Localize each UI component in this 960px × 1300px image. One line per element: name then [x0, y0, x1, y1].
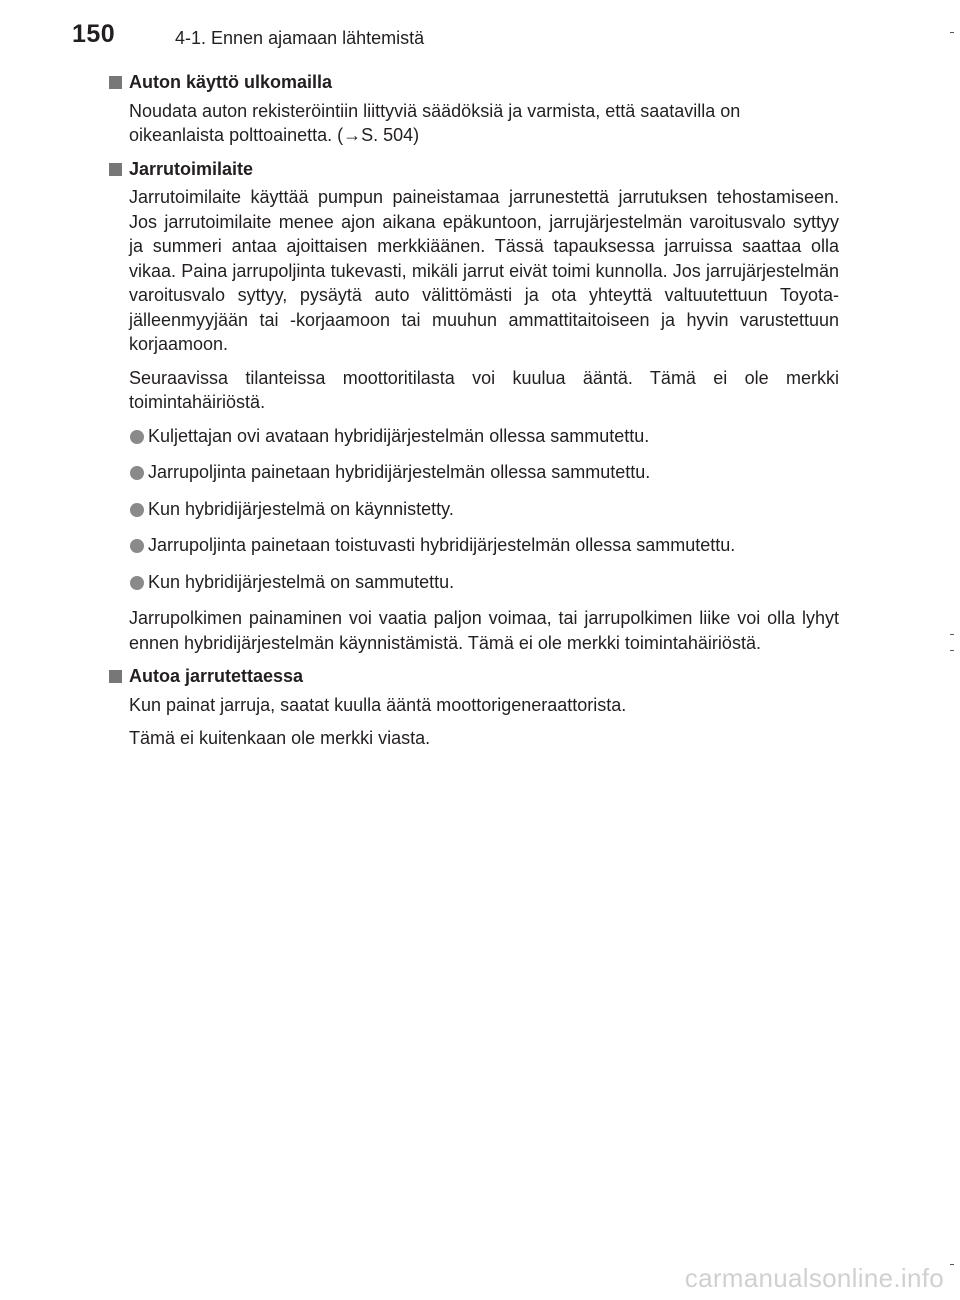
round-bullet-icon [130, 466, 144, 480]
round-bullet-icon [130, 503, 144, 517]
section-heading [109, 157, 839, 182]
margin-tick [950, 32, 954, 33]
chapter-title: 4-1. Ennen ajamaan lähtemistä [175, 28, 425, 48]
page-number: 150 [72, 20, 116, 48]
margin-tick [950, 1264, 954, 1265]
square-bullet-icon [109, 76, 122, 89]
round-bullet-icon [130, 576, 144, 590]
list-item-text: Kuljettajan ovi avataan hybridijärjestelmän ollessa sammutettu. [148, 425, 650, 446]
round-bullet-icon [130, 430, 144, 444]
list-item [129, 570, 839, 595]
list-item-text: Jarrupoljinta painetaan toistuvasti hybridijärjestelmän ollessa sammutettu. [148, 535, 736, 555]
list-item-text: Kun hybridijärjestelmä on sammutettu. [148, 571, 455, 592]
section-heading [109, 664, 839, 689]
square-bullet-icon [109, 163, 122, 176]
paragraph: Jarrupolkimen painaminen voi vaatia paljon voimaa, tai jarrupolkimen liike voi olla lyhyt ennen hybridijärjestelmän käynnistämistä. Tämä ei ole merkki toimintahäiriöstä. [129, 608, 839, 653]
section-title: Jarrutoimilaite [129, 158, 254, 179]
list-item-text: Jarrupoljinta painetaan hybridijärjestelmän ollessa sammutettu. [148, 462, 651, 482]
list-item [129, 460, 839, 485]
list-item [129, 424, 839, 449]
watermark: carmanualsonline.info [684, 1263, 944, 1293]
margin-tick [950, 650, 954, 651]
paragraph: Jarrutoimilaite käyttää pumpun paineistamaa jarrunestettä jarrutuksen tehostamiseen. Jos jarrutoimilaite menee ajon aikana epäkuntoon, jarrujärjestelmän varoitusvalo syttyy ja summeri antaa ajoittaisen merkkiäänen. Tässä tapauksessa jarruissa saattaa olla vikaa. Paina jarrupoljinta tukevasti, mikäli jarrut eivät toimi kunnolla. Jos jarrujärjestelmän varoitusvalo syttyy, pysäytä auto välittömästi ja ota yhteyttä valtuutettuun Toyota-jälleenmyyjään tai -korjaamoon tai muuhun ammattitaitoiseen ja hyvin varustettuun korjaamoon. [129, 187, 839, 354]
list-item [129, 497, 839, 522]
round-bullet-icon [130, 539, 144, 553]
section-title: Autoa jarrutettaessa [129, 666, 304, 686]
paragraph: Tämä ei kuitenkaan ole merkki viasta. [129, 728, 431, 748]
paragraph: Noudata auton rekisteröintiin liittyviä säädöksiä ja varmista, että saatavilla on oikeanlaista polttoainetta. (→S. 504) [129, 100, 741, 145]
section-title: Auton käyttö ulkomailla [129, 72, 333, 92]
margin-tick [950, 634, 954, 635]
page-content [109, 70, 839, 760]
square-bullet-icon [109, 670, 122, 683]
paragraph: Seuraavissa tilanteissa moottoritilasta voi kuulua ääntä. Tämä ei ole merkki toimintahäiriöstä. [129, 367, 839, 412]
paragraph: Kun painat jarruja, saatat kuulla ääntä moottorigeneraattorista. [129, 694, 627, 715]
list-item-text: Kun hybridijärjestelmä on käynnistetty. [148, 498, 454, 519]
section-heading [109, 70, 839, 95]
list-item [129, 533, 839, 558]
